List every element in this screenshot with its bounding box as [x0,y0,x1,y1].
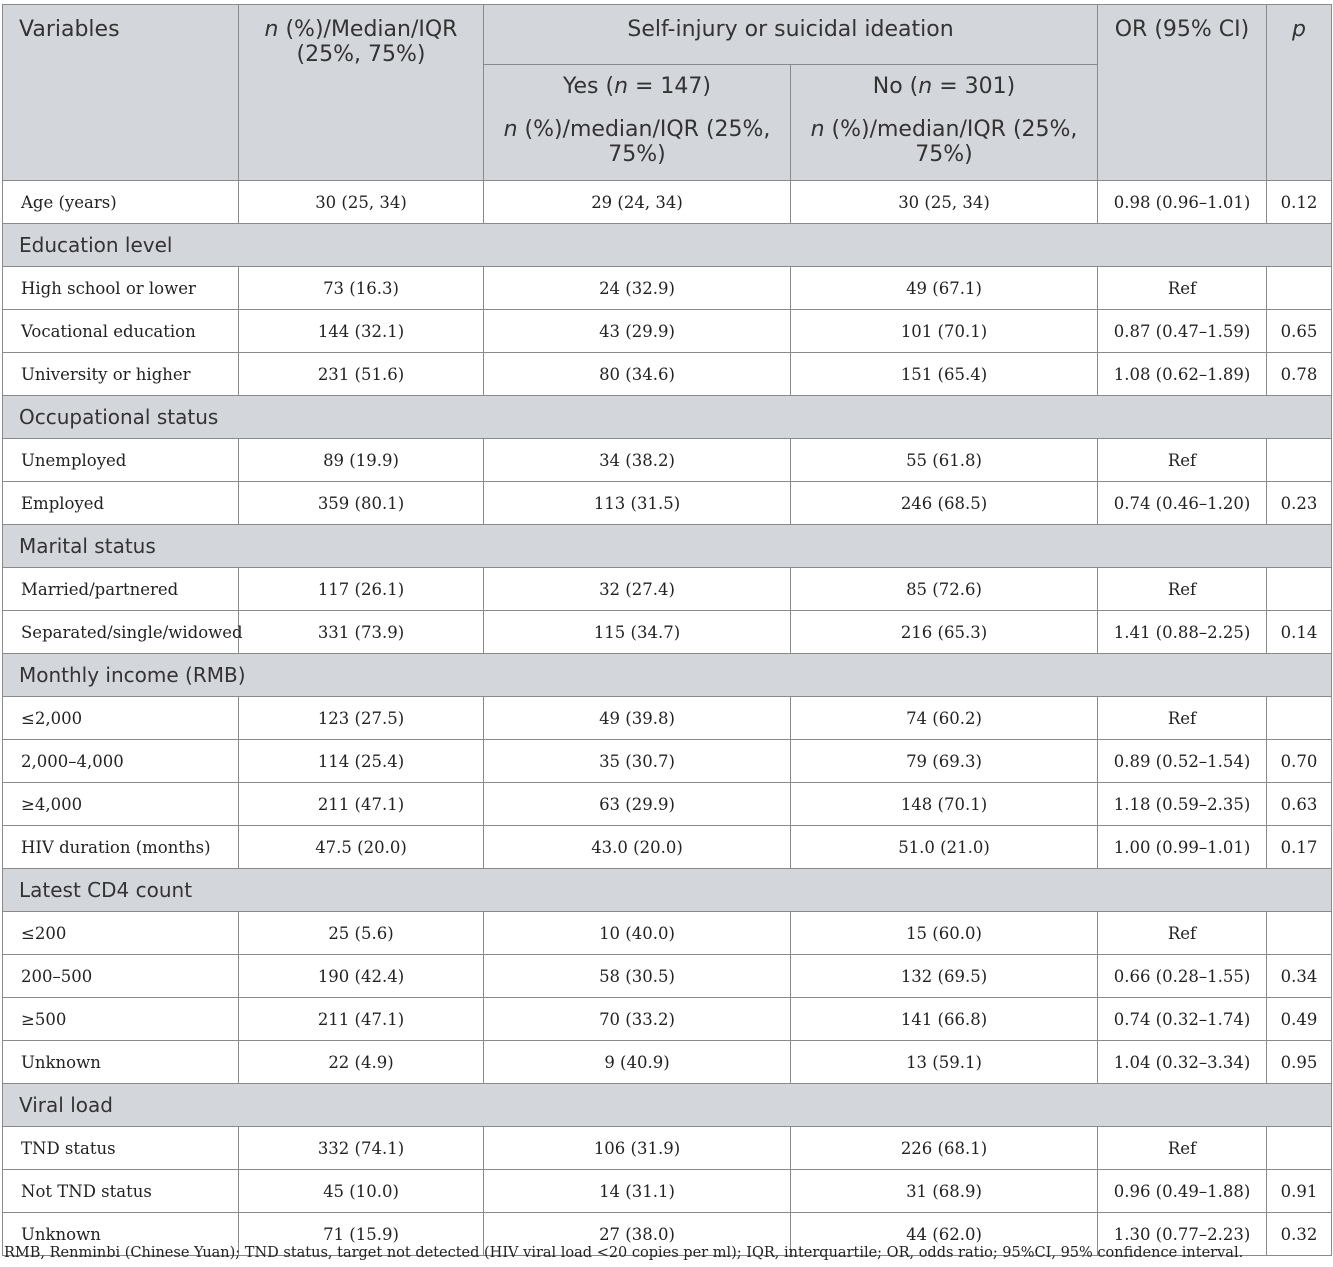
cell-yes: 80 (34.6) [484,353,791,396]
cell-or: 0.74 (0.32–1.74) [1098,998,1267,1041]
cell-no: 15 (60.0) [791,912,1098,955]
header-p: p [1267,5,1332,181]
cell-no: 85 (72.6) [791,568,1098,611]
cell-no: 55 (61.8) [791,439,1098,482]
table-footnote: RMB, Renminbi (Chinese Yuan); TND status, target not detected (HIV viral load <20 copies per ml); IQR, interquartile; OR, odds ratio; 95%CI, 95% confidence interval. [4,1245,1244,1261]
cell-or: 1.18 (0.59–2.35) [1098,783,1267,826]
table-row [3,740,1332,783]
row-label: Employed [3,482,239,525]
table-row [3,353,1332,396]
cell-total: 211 (47.1) [239,998,484,1041]
cell-p [1267,697,1332,740]
section-header-row [3,654,1332,697]
cell-p: 0.12 [1267,181,1332,224]
cell-total: 73 (16.3) [239,267,484,310]
cell-or: Ref [1098,267,1267,310]
row-label: High school or lower [3,267,239,310]
cell-p: 0.49 [1267,998,1332,1041]
cell-or: 0.98 (0.96–1.01) [1098,181,1267,224]
row-label: 2,000–4,000 [3,740,239,783]
cell-total: 123 (27.5) [239,697,484,740]
row-label: TND status [3,1127,239,1170]
header-variables: Variables [3,5,239,181]
row-label: Unemployed [3,439,239,482]
cell-yes: 35 (30.7) [484,740,791,783]
cell-p: 0.78 [1267,353,1332,396]
cell-no: 141 (66.8) [791,998,1098,1041]
cell-p: 0.65 [1267,310,1332,353]
row-label: 200–500 [3,955,239,998]
cell-total: 190 (42.4) [239,955,484,998]
section-header-row [3,224,1332,267]
cell-yes: 10 (40.0) [484,912,791,955]
cell-yes: 70 (33.2) [484,998,791,1041]
row-label: Separated/single/widowed [3,611,239,654]
cell-total: 359 (80.1) [239,482,484,525]
table-row [3,912,1332,955]
row-label: University or higher [3,353,239,396]
table-row [3,611,1332,654]
cell-no: 216 (65.3) [791,611,1098,654]
cell-no: 151 (65.4) [791,353,1098,396]
cell-no: 13 (59.1) [791,1041,1098,1084]
cell-total: 45 (10.0) [239,1170,484,1213]
cell-or: 1.30 (0.77–2.23) [1098,1213,1267,1256]
cell-or: 1.04 (0.32–3.34) [1098,1041,1267,1084]
row-label: ≥500 [3,998,239,1041]
section-label: Education level [3,224,1332,267]
cell-no: 101 (70.1) [791,310,1098,353]
row-label: Not TND status [3,1170,239,1213]
row-label: Vocational education [3,310,239,353]
cell-p: 0.23 [1267,482,1332,525]
table-body [3,181,1332,1256]
section-header-row [3,869,1332,912]
header-or: OR (95% CI) [1098,5,1267,181]
cell-yes: 32 (27.4) [484,568,791,611]
section-label: Marital status [3,525,1332,568]
cell-p [1267,912,1332,955]
cell-total: 211 (47.1) [239,783,484,826]
cell-total: 89 (19.9) [239,439,484,482]
cell-or: 0.74 (0.46–1.20) [1098,482,1267,525]
cell-yes: 24 (32.9) [484,267,791,310]
cell-total: 332 (74.1) [239,1127,484,1170]
cell-total: 114 (25.4) [239,740,484,783]
row-label: ≤200 [3,912,239,955]
table-row [3,826,1332,869]
results-table [2,4,1332,1256]
cell-no: 79 (69.3) [791,740,1098,783]
table-row [3,181,1332,224]
cell-or: Ref [1098,912,1267,955]
cell-yes: 115 (34.7) [484,611,791,654]
header-yes: Yes (n = 147) n (%)/median/IQR (25%, 75%) [484,65,791,181]
section-header-row [3,525,1332,568]
cell-or: 1.41 (0.88–2.25) [1098,611,1267,654]
cell-yes: 14 (31.1) [484,1170,791,1213]
cell-yes: 49 (39.8) [484,697,791,740]
cell-or: Ref [1098,439,1267,482]
cell-total: 30 (25, 34) [239,181,484,224]
section-header-row [3,1084,1332,1127]
cell-no: 148 (70.1) [791,783,1098,826]
cell-yes: 29 (24, 34) [484,181,791,224]
section-label: Latest CD4 count [3,869,1332,912]
cell-total: 144 (32.1) [239,310,484,353]
cell-yes: 43 (29.9) [484,310,791,353]
cell-or: 1.08 (0.62–1.89) [1098,353,1267,396]
table-row [3,955,1332,998]
cell-total: 22 (4.9) [239,1041,484,1084]
cell-yes: 63 (29.9) [484,783,791,826]
row-label: HIV duration (months) [3,826,239,869]
cell-yes: 106 (31.9) [484,1127,791,1170]
row-label: Married/partnered [3,568,239,611]
cell-p: 0.91 [1267,1170,1332,1213]
table-row [3,1127,1332,1170]
row-label: ≥4,000 [3,783,239,826]
table-row [3,267,1332,310]
cell-total: 231 (51.6) [239,353,484,396]
cell-p: 0.32 [1267,1213,1332,1256]
cell-no: 51.0 (21.0) [791,826,1098,869]
cell-no: 44 (62.0) [791,1213,1098,1256]
row-label: Age (years) [3,181,239,224]
cell-no: 132 (69.5) [791,955,1098,998]
cell-p: 0.63 [1267,783,1332,826]
cell-total: 331 (73.9) [239,611,484,654]
cell-no: 226 (68.1) [791,1127,1098,1170]
header-no: No (n = 301) n (%)/median/IQR (25%, 75%) [791,65,1098,181]
cell-p: 0.95 [1267,1041,1332,1084]
header-self-injury-group: Self-injury or suicidal ideation [484,5,1098,65]
cell-or: 1.00 (0.99–1.01) [1098,826,1267,869]
section-label: Viral load [3,1084,1332,1127]
cell-or: Ref [1098,697,1267,740]
cell-p: 0.14 [1267,611,1332,654]
cell-total: 71 (15.9) [239,1213,484,1256]
cell-total: 117 (26.1) [239,568,484,611]
cell-no: 246 (68.5) [791,482,1098,525]
cell-no: 31 (68.9) [791,1170,1098,1213]
cell-or: 0.87 (0.47–1.59) [1098,310,1267,353]
table-row [3,568,1332,611]
section-label: Monthly income (RMB) [3,654,1332,697]
section-header-row [3,396,1332,439]
cell-no: 49 (67.1) [791,267,1098,310]
cell-or: 0.96 (0.49–1.88) [1098,1170,1267,1213]
cell-yes: 27 (38.0) [484,1213,791,1256]
cell-total: 47.5 (20.0) [239,826,484,869]
cell-p: 0.17 [1267,826,1332,869]
table-row [3,310,1332,353]
cell-or: 0.66 (0.28–1.55) [1098,955,1267,998]
cell-or: Ref [1098,568,1267,611]
cell-total: 25 (5.6) [239,912,484,955]
table-row [3,1041,1332,1084]
section-label: Occupational status [3,396,1332,439]
cell-or: Ref [1098,1127,1267,1170]
table-row [3,998,1332,1041]
row-label: Unknown [3,1041,239,1084]
table-row [3,482,1332,525]
cell-yes: 113 (31.5) [484,482,791,525]
cell-yes: 9 (40.9) [484,1041,791,1084]
row-label: ≤2,000 [3,697,239,740]
table-row [3,1170,1332,1213]
cell-p [1267,267,1332,310]
table-row [3,439,1332,482]
row-label: Unknown [3,1213,239,1256]
table-row [3,697,1332,740]
cell-no: 74 (60.2) [791,697,1098,740]
cell-p [1267,1127,1332,1170]
cell-yes: 34 (38.2) [484,439,791,482]
cell-yes: 43.0 (20.0) [484,826,791,869]
cell-no: 30 (25, 34) [791,181,1098,224]
cell-p [1267,439,1332,482]
cell-or: 0.89 (0.52–1.54) [1098,740,1267,783]
cell-yes: 58 (30.5) [484,955,791,998]
header-row-1 [3,5,1332,65]
cell-p: 0.34 [1267,955,1332,998]
table-row [3,783,1332,826]
cell-p: 0.70 [1267,740,1332,783]
header-n-median-iqr: n (%)/Median/IQR (25%, 75%) [239,5,484,181]
cell-p [1267,568,1332,611]
